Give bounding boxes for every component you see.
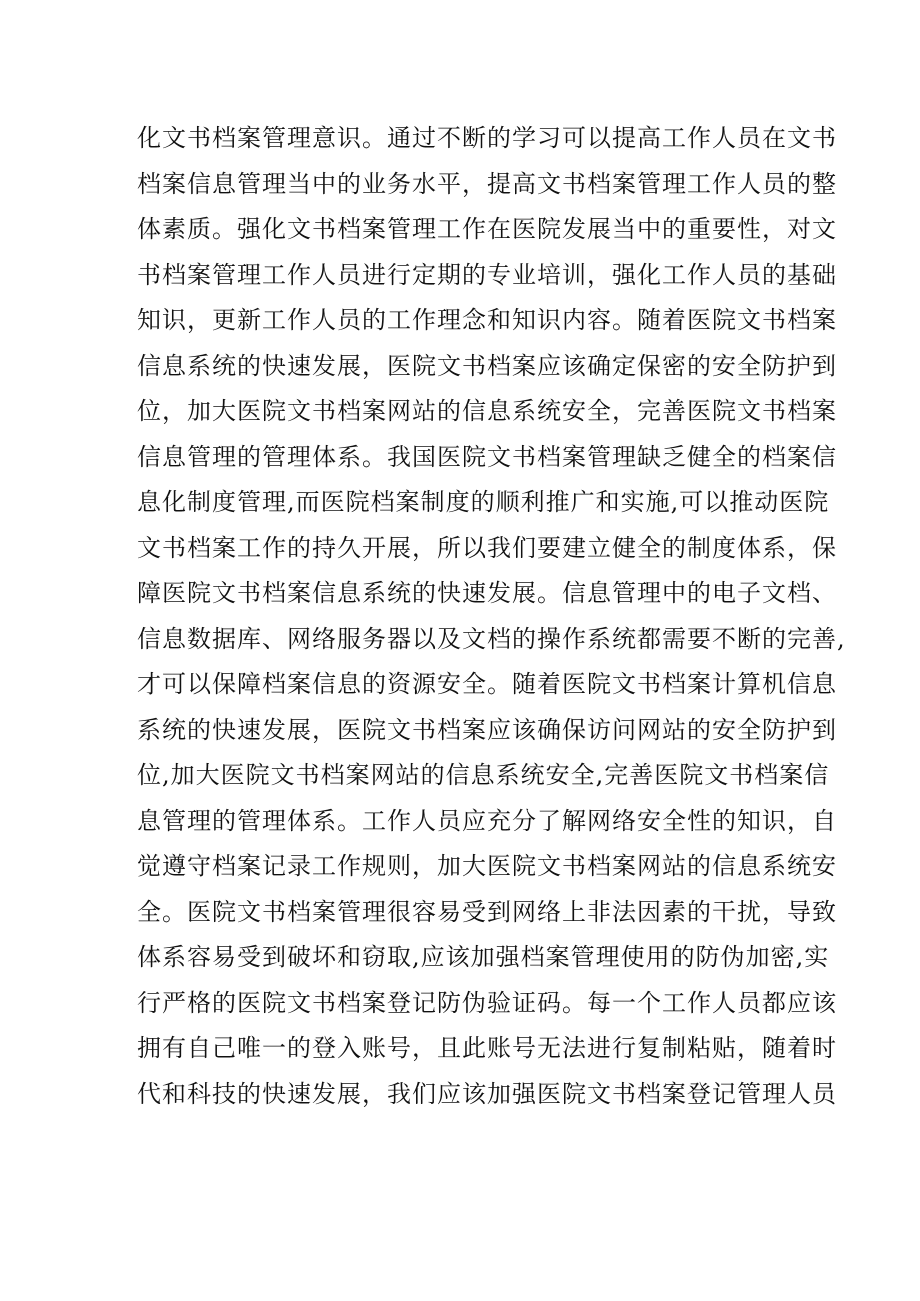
text-line: 信息系统的快速发展，医院文书档案应该确定保密的安全防护到	[137, 351, 837, 380]
text-line: 信息数据库、网络服务器以及文档的操作系统都需要不断的完善,	[137, 624, 846, 653]
body-text	[137, 116, 846, 1117]
text-line: 信息管理的管理体系。我国医院文书档案管理缺乏健全的档案信	[137, 442, 837, 471]
text-line: 知识，更新工作人员的工作理念和知识内容。随着医院文书档案	[137, 306, 837, 334]
text-line: 体素质。强化文书档案管理工作在医院发展当中的重要性，对文	[137, 215, 837, 243]
text-line: 档案信息管理当中的业务水平，提高文书档案管理工作人员的整	[137, 169, 837, 198]
text-line: 拥有自己唯一的登入账号，且此账号无法进行复制粘贴，随着时	[137, 1034, 837, 1062]
text-line: 代和科技的快速发展，我们应该加强医院文书档案登记管理人员	[137, 1079, 837, 1108]
text-line: 位,加大医院文书档案网站的信息系统安全,完善医院文书档案信	[137, 761, 830, 789]
text-line: 位，加大医院文书档案网站的信息系统安全，完善医院文书档案	[137, 397, 837, 425]
text-line: 全。医院文书档案管理很容易受到网络上非法因素的干扰，导致	[137, 897, 837, 926]
text-line: 行严格的医院文书档案登记防伪验证码。每一个工作人员都应该	[137, 988, 837, 1017]
text-line: 息管理的管理体系。工作人员应充分了解网络安全性的知识，自	[137, 806, 837, 835]
text-line: 书档案管理工作人员进行定期的专业培训，强化工作人员的基础	[137, 260, 837, 289]
text-line: 系统的快速发展，医院文书档案应该确保访问网站的安全防护到	[137, 715, 837, 744]
text-line: 息化制度管理,而医院档案制度的顺利推广和实施,可以推动医院	[137, 488, 830, 516]
text-line: 才可以保障档案信息的资源安全。随着医院文书档案计算机信息	[137, 670, 837, 698]
text-line: 觉遵守档案记录工作规则，加大医院文书档案网站的信息系统安	[137, 852, 837, 880]
text-line: 化文书档案管理意识。通过不断的学习可以提高工作人员在文书	[137, 124, 837, 152]
text-line: 文书档案工作的持久开展，所以我们要建立健全的制度体系，保	[137, 533, 837, 562]
text-line: 体系容易受到破坏和窃取,应该加强档案管理使用的防伪加密,实	[137, 943, 830, 971]
text-line: 障医院文书档案信息系统的快速发展。信息管理中的电子文档、	[137, 579, 837, 607]
